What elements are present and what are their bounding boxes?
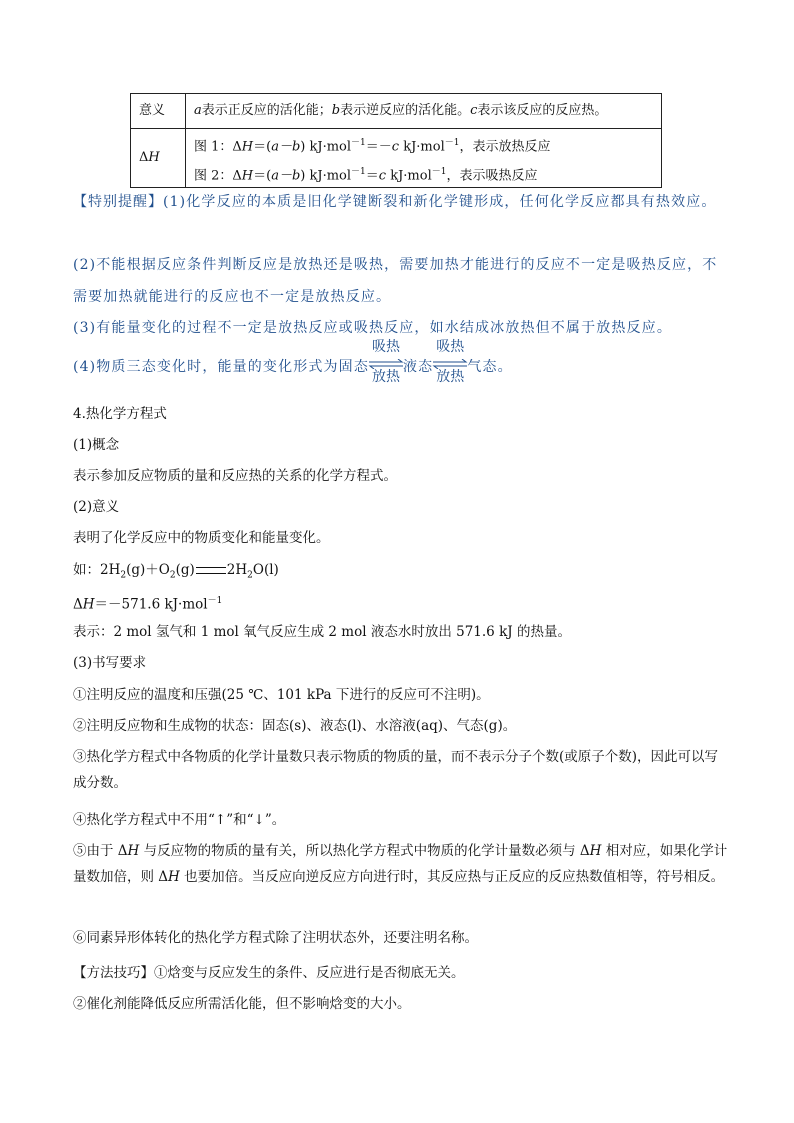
method-tip-tag: 【方法技巧】 <box>73 965 154 981</box>
section-heading: 4.热化学方程式 <box>73 406 167 422</box>
rule5-part: 相对应，如果化学计量数加倍，则 Δ <box>73 843 728 885</box>
arrow-bottom-label: 放热 <box>371 369 400 385</box>
fig1-unit2: kJ·mol <box>399 139 445 155</box>
equilibrium-arrow-icon <box>432 359 468 369</box>
eq-part: (g) <box>175 562 195 578</box>
eq-part: (g)＋O <box>126 562 170 578</box>
delta-symbol: Δ <box>73 596 83 613</box>
label-text: 意义 <box>139 102 166 118</box>
dh-exp: －1 <box>207 596 223 606</box>
fig1-eq: ＝( <box>253 139 272 155</box>
tip-text-4-mid: 液态 <box>402 359 434 375</box>
var-b: b <box>331 102 341 118</box>
concept-text: 表示参加反应物质的量和反应热的关系的化学方程式。 <box>73 468 397 484</box>
fig2-c: c <box>378 168 387 184</box>
table-cell-delta-h <box>186 129 662 188</box>
method-text-1: ①焓变与反应发生的条件、反应进行是否彻底无关。 <box>154 965 465 981</box>
eq-part: O(l) <box>252 562 279 578</box>
equals-sign-icon <box>196 567 226 574</box>
fig1-eq2: ＝－ <box>365 139 392 155</box>
rule-1: ①注明反应的温度和压强(25 ℃、101 kPa 下进行的反应可不注明)。 <box>73 687 490 703</box>
var-h: H <box>589 843 602 859</box>
fig1-exp2: －1 <box>444 138 460 148</box>
tip-text-4-end: 气态。 <box>467 359 513 375</box>
tip-text-2: (2)不能根据反应条件判断反应是放热还是吸热，需要加热才能进行的反应不一定是吸热反应，不需要加热就能进行的反应也不一定是放热反应。 <box>73 257 718 305</box>
special-tip-p1 <box>73 186 728 218</box>
figure2-formula <box>194 158 653 187</box>
fig1-c: c <box>391 139 400 155</box>
fig1-ab: a－b <box>271 139 301 155</box>
rule-4: ④热化学方程式中不用“↑”和“↓”。 <box>73 812 286 828</box>
rule5-part: 也要加倍。当反应向逆反应方向进行时，其反应热与正反应的反应热数值相等，符号相反。 <box>179 869 725 885</box>
var-a: a <box>194 102 202 118</box>
fig2-unit2: kJ·mol <box>386 168 432 184</box>
fig2-exp: －1 <box>351 167 366 177</box>
var-h: H <box>168 869 180 885</box>
var-h: H <box>82 596 95 613</box>
meaning-title: (2)意义 <box>73 499 120 515</box>
rule-2: ②注明反应物和生成物的状态：固态(s)、液态(l)、水溶液(aq)、气态(g)。 <box>73 718 517 734</box>
reversible-arrow-2 <box>431 339 469 385</box>
method-tip-2: ②催化剂能降低反应所需活化能，但不影响焓变的大小。 <box>73 996 411 1012</box>
fig2-prefix: 图 2：Δ <box>194 168 242 184</box>
dh-value: ＝－571.6 kJ·mol <box>94 596 208 613</box>
table-row-delta-h <box>131 129 662 188</box>
fig2-end: ，表示吸热反应 <box>446 168 538 184</box>
fig1-prefix: 图 1：Δ <box>194 139 242 155</box>
arrow-top-label: 吸热 <box>371 339 400 355</box>
example-meaning: 表示：2 mol 氢气和 1 mol 氧气反应生成 2 mol 液态水时放出 571.6 kJ 的热量。 <box>73 624 571 640</box>
arrow-bottom-label: 放热 <box>436 369 465 385</box>
meaning-text: 表明了化学反应中的物质变化和能量变化。 <box>73 530 330 546</box>
table-label-meaning <box>131 94 186 129</box>
eq-part: 2H <box>226 562 248 578</box>
arrow-top-label: 吸热 <box>436 339 465 355</box>
rule5-part: 与反应物的物质的量有关，所以热化学方程式中物质的化学计量数必须与 Δ <box>139 843 590 859</box>
var-c: c <box>470 102 478 118</box>
special-tip-tag: 【特别提醒】 <box>73 194 163 210</box>
fig1-end: ，表示放热反应 <box>459 139 551 155</box>
text-heat: 表示该反应的反应热。 <box>477 102 608 118</box>
special-tip-p2 <box>73 249 728 313</box>
table-row-meaning <box>131 94 662 129</box>
fig2-eq: ＝( <box>253 168 272 184</box>
eq-sub: 2 <box>169 570 176 581</box>
equilibrium-arrow-icon <box>368 359 404 369</box>
example-delta-h <box>73 591 222 615</box>
fig2-unit: ) kJ·mol <box>300 168 352 184</box>
activation-energy-table <box>130 93 662 188</box>
var-h: H <box>241 168 254 184</box>
table-cell-meaning <box>186 94 662 129</box>
table-label-delta-h <box>131 129 186 188</box>
delta-symbol: Δ <box>139 149 149 165</box>
method-tip-1 <box>73 963 465 983</box>
rule-3: ③热化学方程式中各物质的化学计量数只表示物质的物质的量，而不表示分子个数(或原子个数)，因此可以写成分数。 <box>73 749 719 791</box>
text-reverse: 表示逆反应的活化能。 <box>340 102 471 118</box>
rule5-part: ⑤由于 Δ <box>73 843 128 859</box>
eq-sub: 2 <box>120 570 127 581</box>
fig1-unit: ) kJ·mol <box>300 139 352 155</box>
var-h: H <box>148 149 160 165</box>
reversible-arrow-1 <box>367 339 405 385</box>
example-equation <box>73 560 279 586</box>
rule-6: ⑥同素异形体转化的热化学方程式除了注明状态外，还要注明名称。 <box>73 930 478 946</box>
var-h: H <box>127 843 140 859</box>
special-tip-p4 <box>73 339 728 385</box>
fig1-exp: －1 <box>351 138 366 148</box>
text-forward: 表示正反应的活化能； <box>201 102 332 118</box>
fig2-ab: a－b <box>271 168 301 184</box>
tip-text-1: (1)化学反应的本质是旧化学键断裂和新化学键形成，任何化学反应都具有热效应。 <box>163 194 717 210</box>
rule-5 <box>73 838 729 890</box>
var-h: H <box>241 139 254 155</box>
eq-sub: 2 <box>247 570 253 581</box>
concept-title: (1)概念 <box>73 437 120 453</box>
eq-part: 如：2H <box>73 562 121 578</box>
writing-title: (3)书写要求 <box>73 655 147 671</box>
fig2-eq2: ＝ <box>365 168 379 184</box>
tip-text-4-pre: (4)物质三态变化时，能量的变化形式为固态 <box>73 359 369 375</box>
tip-text-3: (3)有能量变化的过程不一定是放热反应或吸热反应，如水结成冰放热但不属于放热反应。 <box>73 320 672 336</box>
figure1-formula <box>194 129 653 158</box>
fig2-exp2: －1 <box>431 167 447 177</box>
